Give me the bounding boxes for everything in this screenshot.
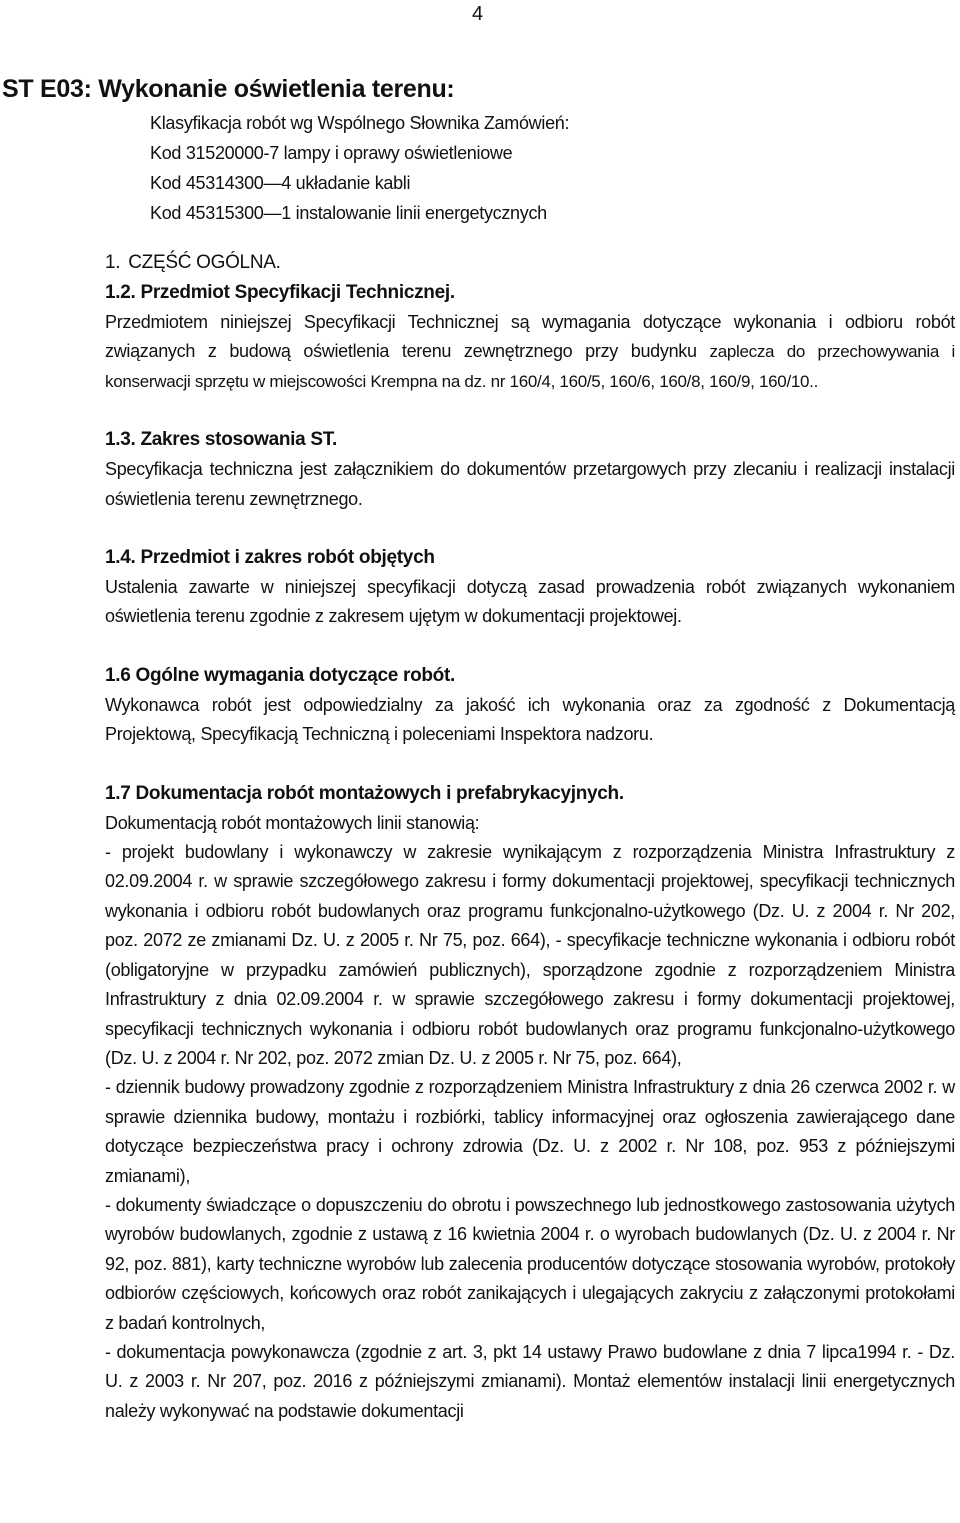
spacer [105,396,955,425]
classification-heading: Klasyfikacja robót wg Wspólnego Słownika Zamówień: [150,113,570,133]
section-title: CZĘŚĆ OGÓLNA. [128,252,281,273]
spacer [105,632,955,661]
list-item: - projekt budowlany i wykonawczy w zakresie wynikającym z rozporządzenia Ministra Infrastruktury z 02.09.2004 r. w sprawie szczegółowego zakresu i formy dokumentacji projektowej, specyfikacji technicznych wykonania i odbioru robót budowlanych oraz programu funkcjonalno-użytkowego (Dz. U. z 2004 r. Nr 202, poz. 2072 ze zmianami Dz. U. z 2005 r. Nr 75, poz. 664), - specyfikacje techniczne wykonania i odbioru robót (obligatoryjne w przypadku zamówień publicznych), sporządzone zgodnie z rozporządzeniem Ministra Infrastruktury z dnia 02.09.2004 r. w sprawie szczegółowego zakresu i formy dokumentacji projektowej, specyfikacji technicznych wykonania i odbioru robót budowlanych oraz programu funkcjonalno-użytkowego (Dz. U. z 2004 r. Nr 202, poz. 2072 zmian Dz. U. z 2005 r. Nr 75, poz. 664), [105,842,955,1068]
section-heading-1-6: 1.6 Ogólne wymagania dotyczące robót. [105,664,455,686]
document-content [105,248,955,1426]
classification-block [150,108,569,228]
spacer [105,514,955,543]
classification-code: Kod 45315300—1 instalowanie linii energetycznych [150,203,547,223]
section-number: 1. [105,252,121,273]
section-intro: Dokumentacją robót montażowych linii stanowią: [105,812,480,833]
list-item: - dokumentacja powykonawcza (zgodnie z art. 3, pkt 14 ustawy Prawo budowlane z dnia 7 lipca1994 r. - Dz. U. z 2003 r. Nr 207, poz. 2016 z późniejszymi zmianami). Montaż elementów instalacji linii energetycznych należy wykonywać na podstawie dokumentacji [105,1341,955,1421]
page-number: 4 [472,3,484,25]
section-heading-1-4: 1.4. Przedmiot i zakres robót objętych [105,547,435,569]
section-paragraph: Przedmiotem niniejszej Specyfikacji Technicznej są wymagania dotyczące wykonania i odbioru robót związanych z budową oświetlenia terenu zewnętrznego przy budynku zaplecza do przechowywania i konserwacji sprzętu w miejscowości Krempna na dz. nr 160/4, 160/5, 160/6, 160/8, 160/9, 160/10.. [105,312,955,391]
section-heading-1-7: 1.7 Dokumentacja robót montażowych i prefabrykacyjnych. [105,782,624,804]
section-heading-1 [105,248,955,278]
classification-code: Kod 45314300—4 układanie kabli [150,173,411,193]
document-title: ST E03: Wykonanie oświetlenia terenu: [2,75,455,103]
section-paragraph: Ustalenia zawarte w niniejszej specyfikacji dotyczą zasad prowadzenia robót związanych wykonaniem oświetlenia terenu zgodnie z zakresem ujętym w dokumentacji projektowej. [105,577,955,627]
classification-code: Kod 31520000-7 lampy i oprawy oświetleniowe [150,143,513,163]
section-paragraph: Wykonawca robót jest odpowiedzialny za jakość ich wykonania oraz za zgodność z Dokumentacją Projektową, Specyfikacją Techniczną i poleceniami Inspektora nadzoru. [105,694,955,745]
section-heading-1-2: 1.2. Przedmiot Specyfikacji Technicznej. [105,282,455,303]
spacer [105,750,955,779]
list-item: - dziennik budowy prowadzony zgodnie z rozporządzeniem Ministra Infrastruktury z dnia 26 czerwca 2002 r. w sprawie dziennika budowy, montażu i rozbiórki, tablicy informacyjnej oraz ogłoszenia zawierającego dane dotyczące bezpieczeństwa pracy i ochrony zdrowia (Dz. U. z 2002 r. Nr 108, poz. 953 z późniejszymi zmianami), [105,1077,955,1186]
section-paragraph: Specyfikacja techniczna jest załącznikiem do dokumentów przetargowych przy zlecaniu i realizacji instalacji oświetlenia terenu zewnętrznego. [105,459,955,509]
section-heading-1-3: 1.3. Zakres stosowania ST. [105,429,337,451]
list-item: - dokumenty świadczące o dopuszczeniu do obrotu i powszechnego lub jednostkowego zastosowania użytych wyrobów budowlanych, zgodnie z ustawą z 16 kwietnia 2004 r. o wyrobach budowlanych (Dz. U. z 2004 r. Nr 92, poz. 881), karty techniczne wyrobów lub zalecenia producentów dotyczące stosowania wyrobów, protokoły odbiorów częściowych, końcowych oraz robót zanikających i ulegających zakryciu z załączonymi protokołami z badań kontrolnych, [105,1194,955,1333]
